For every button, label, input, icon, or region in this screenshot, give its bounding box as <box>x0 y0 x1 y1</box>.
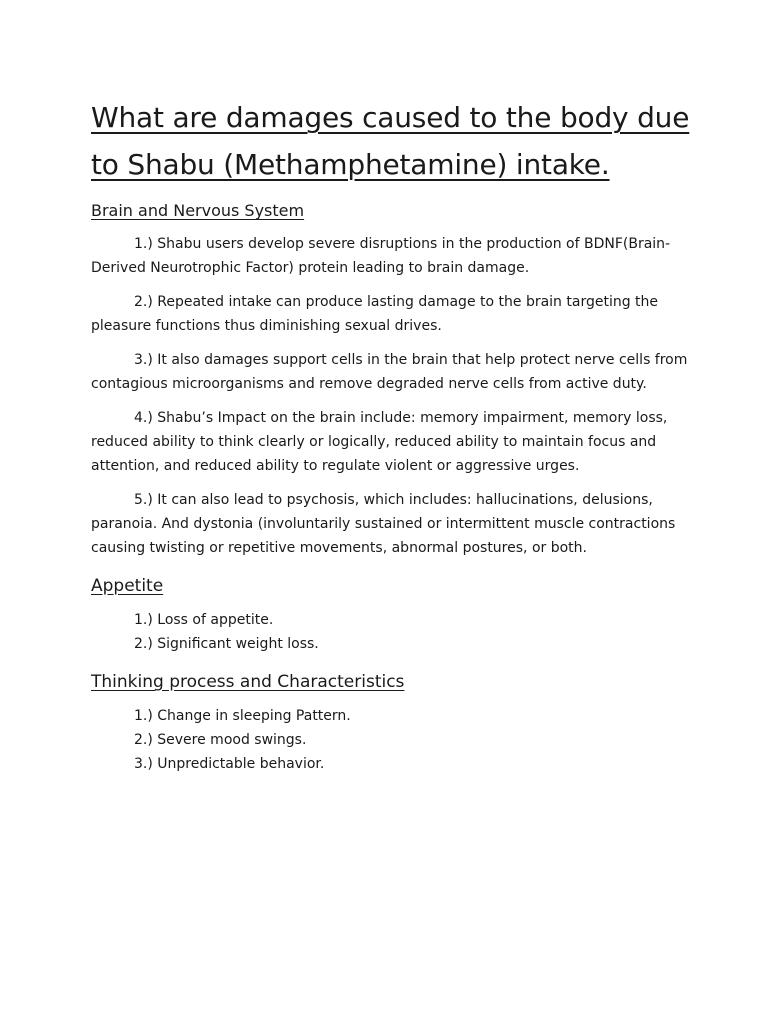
list-item: 1.) Change in sleeping Pattern. <box>134 708 351 724</box>
section-heading-brain: Brain and Nervous System <box>91 201 305 220</box>
appetite-list <box>91 608 691 656</box>
list-item: 2.) Severe mood swings. <box>134 732 307 748</box>
document-page <box>91 94 691 788</box>
document-title <box>91 94 691 188</box>
paragraph-3: 3.) It also damages support cells in the brain that help protect nerve cells from contagious microorganisms and remove degraded nerve cells from active duty. <box>91 352 688 392</box>
thinking-list <box>91 704 691 776</box>
list-item: 1.) Loss of appetite. <box>134 612 274 628</box>
paragraph-4: 4.) Shabu’s Impact on the brain include: memory impairment, memory loss, reduced ability to think clearly or logically, reduced ability to maintain focus and attention, and reduced ability to regulate violent or aggressive urges. <box>91 410 668 474</box>
title-line-1: What are damages caused to the body due <box>91 101 690 134</box>
paragraph-2: 2.) Repeated intake can produce lasting damage to the brain targeting the pleasure functions thus diminishing sexual drives. <box>91 294 659 334</box>
list-item: 3.) Unpredictable behavior. <box>134 756 325 772</box>
title-line-2: to Shabu (Methamphetamine) intake. <box>91 148 610 181</box>
paragraph-5: 5.) It can also lead to psychosis, which includes: hallucinations, delusions, paranoia. And dystonia (involuntarily sustained or intermittent muscle contractions causing twisting or repetitive movements, abnormal postures, or both. <box>91 492 676 556</box>
section-thinking-process <box>91 670 691 776</box>
section-brain-nervous-system <box>91 200 691 560</box>
list-item: 2.) Significant weight loss. <box>134 636 319 652</box>
section-appetite <box>91 574 691 656</box>
section-heading-thinking: Thinking process and Characteristics <box>91 672 405 692</box>
paragraph-1: 1.) Shabu users develop severe disruptions in the production of BDNF(Brain-Derived Neurotrophic Factor) protein leading to brain damage. <box>91 236 671 276</box>
section-heading-appetite: Appetite <box>91 576 164 596</box>
